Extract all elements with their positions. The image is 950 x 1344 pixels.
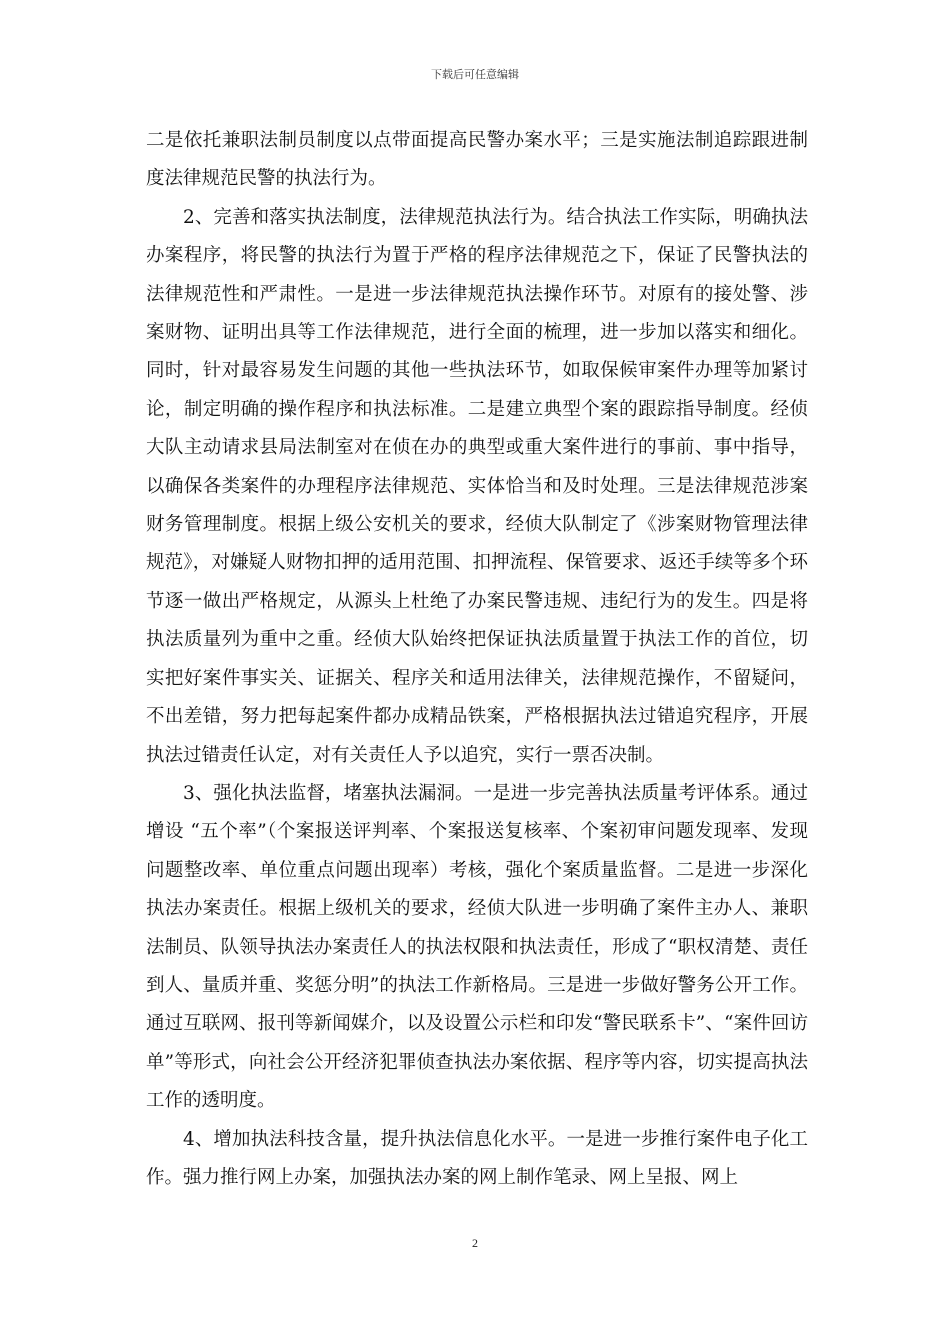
paragraph-section-4: 4、增加执法科技含量，提升执法信息化水平。一是进一步推行案件电子化工作。强力推行网上办案，加强执法办案的网上制作笔录、网上呈报、网上 — [146, 1128, 808, 1188]
paragraph-section-3: 3、强化执法监督，堵塞执法漏洞。一是进一步完善执法质量考评体系。通过增设 “五个率”（个案报送评判率、个案报送复核率、个案初审问题发现率、发现问题整改率、单位重点问题出现率）考核，强化个案质量监督。二是进一步深化执法办案责任。根据上级机关的要求，经侦大队进一步明确了案件主办人、兼职法制员、队领导执法办案责任人的执法权限和执法责任，形成了“职权清楚、责任到人、量质并重、奖惩分明”的执法工作新格局。三是进一步做好警务公开工作。通过互联网、报刊等新闻媒介，以及设置公示栏和印发“警民联系卡”、“案件回访单”等形式，向社会公开经济犯罪侦查执法办案依据、程序等内容，切实提高执法工作的透明度。 — [146, 782, 808, 1112]
body-text — [146, 122, 808, 1197]
paragraph-continuation: 二是依托兼职法制员制度以点带面提高民警办案水平；三是实施法制追踪跟进制度法律规范民警的执法行为。 — [146, 130, 808, 190]
page-header: 下载后可任意编辑 — [431, 68, 519, 81]
paragraph-section-2: 2、完善和落实执法制度，法律规范执法行为。结合执法工作实际，明确执法办案程序，将民警的执法行为置于严格的程序法律规范之下，保证了民警执法的法律规范性和严肃性。一是进一步法律规范执法操作环节。对原有的接处警、涉案财物、证明出具等工作法律规范，进行全面的梳理，进一步加以落实和细化。同时，针对最容易发生问题的其他一些执法环节，如取保候审案件办理等加紧讨论，制定明确的操作程序和执法标准。二是建立典型个案的跟踪指导制度。经侦大队主动请求县局法制室对在侦在办的典型或重大案件进行的事前、事中指导，以确保各类案件的办理程序法律规范、实体恰当和及时处理。三是法律规范涉案财务管理制度。根据上级公安机关的要求，经侦大队制定了《涉案财物管理法律规范》，对嫌疑人财物扣押的适用范围、扣押流程、保管要求、返还手续等多个环节逐一做出严格规定，从源头上杜绝了办案民警违规、违纪行为的发生。四是将执法质量列为重中之重。经侦大队始终把保证执法质量置于执法工作的首位，切实把好案件事实关、证据关、程序关和适用法律关，法律规范操作，不留疑问，不出差错，努力把每起案件都办成精品铁案，严格根据执法过错追究程序，开展执法过错责任认定，对有关责任人予以追究，实行一票否决制。 — [146, 206, 808, 766]
page-number: 2 — [472, 1236, 478, 1250]
